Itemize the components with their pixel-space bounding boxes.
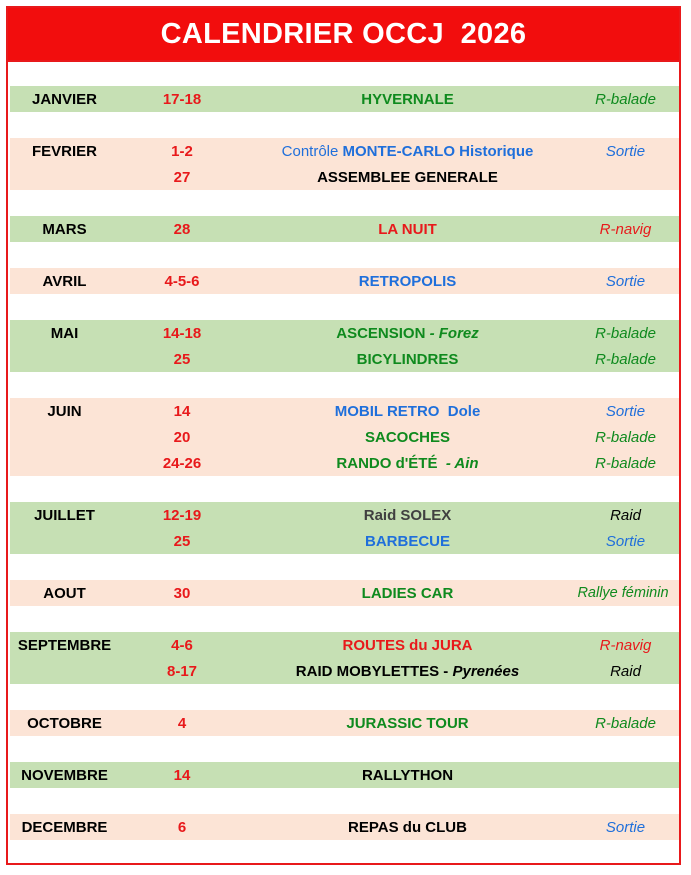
date-cell: 28 xyxy=(173,220,191,238)
event-suffix: - Forez xyxy=(425,324,479,342)
event-name: Raid SOLEX xyxy=(363,506,452,524)
date-cell: 17-18 xyxy=(162,90,202,108)
type-cell: R-balade xyxy=(595,324,656,342)
event-name: JURASSIC TOUR xyxy=(346,714,469,732)
event-name: ROUTES du JURA xyxy=(342,636,473,654)
event-name: ASCENSION xyxy=(336,324,426,342)
date-cell: 6 xyxy=(177,818,187,836)
type-cell: Sortie xyxy=(605,818,646,836)
event-name: MONTE-CARLO Historique xyxy=(342,142,534,160)
event-cell xyxy=(245,403,570,420)
event-name: LA NUIT xyxy=(378,220,437,238)
month-cell: JUILLET xyxy=(34,506,95,524)
table-row xyxy=(10,580,679,606)
table-row xyxy=(10,710,679,736)
date-cell: 14 xyxy=(173,766,191,784)
table-row xyxy=(10,86,679,112)
event-cell xyxy=(245,637,570,654)
table-row xyxy=(10,320,679,346)
event-suffix: - Ain xyxy=(437,454,479,472)
month-cell: MAI xyxy=(50,324,79,342)
event-cell xyxy=(245,455,570,472)
table-row xyxy=(10,632,679,658)
event-cell xyxy=(245,91,570,108)
type-cell: R-balade xyxy=(595,90,656,108)
date-cell: 20 xyxy=(173,428,191,446)
event-name: RANDO d'ÉTÉ xyxy=(336,454,438,472)
type-cell: Sortie xyxy=(605,532,646,550)
date-cell: 24-26 xyxy=(162,454,202,472)
calendar-frame xyxy=(6,6,681,865)
month-cell: MARS xyxy=(42,220,87,238)
date-cell: 12-19 xyxy=(162,506,202,524)
event-suffix: Pyrenées xyxy=(452,662,520,680)
month-cell: OCTOBRE xyxy=(27,714,102,732)
date-cell: 27 xyxy=(173,168,191,186)
event-name: LADIES CAR xyxy=(361,584,454,602)
event-name: BARBECUE xyxy=(364,532,450,550)
table-row xyxy=(10,424,679,450)
type-cell: Sortie xyxy=(605,142,646,160)
date-cell: 25 xyxy=(173,350,191,368)
event-cell xyxy=(245,351,570,368)
event-cell xyxy=(245,585,570,602)
month-cell: NOVEMBRE xyxy=(21,766,108,784)
event-name: RAID MOBYLETTES - xyxy=(295,662,453,680)
table-row xyxy=(10,814,679,840)
type-cell: R-balade xyxy=(595,350,656,368)
table-row xyxy=(10,762,679,788)
month-cell: FEVRIER xyxy=(31,142,97,160)
date-cell: 8-17 xyxy=(166,662,198,680)
type-cell: R-balade xyxy=(595,454,656,472)
date-cell: 4-5-6 xyxy=(164,272,200,290)
event-cell xyxy=(245,169,570,186)
event-cell xyxy=(245,325,570,342)
event-name: RALLYTHON xyxy=(361,766,454,784)
event-cell xyxy=(245,221,570,238)
type-cell: R-balade xyxy=(595,714,656,732)
event-cell xyxy=(245,663,570,680)
month-cell: DECEMBRE xyxy=(21,818,108,836)
event-cell xyxy=(245,143,570,160)
type-cell: R-navig xyxy=(599,220,652,238)
table-row xyxy=(10,268,679,294)
month-cell: SEPTEMBRE xyxy=(17,636,112,654)
event-name: RETROPOLIS xyxy=(358,272,457,290)
event-cell xyxy=(245,507,570,524)
title-bar xyxy=(8,8,679,62)
table-row xyxy=(10,398,679,424)
date-cell: 14-18 xyxy=(162,324,202,342)
month-cell: JANVIER xyxy=(31,90,98,108)
date-cell: 14 xyxy=(173,402,191,420)
date-cell: 30 xyxy=(173,584,191,602)
date-cell: 4 xyxy=(177,714,187,732)
event-cell xyxy=(245,273,570,290)
table-row xyxy=(10,528,679,554)
type-cell: Raid xyxy=(610,662,641,680)
event-name: REPAS du CLUB xyxy=(348,818,467,836)
table-row xyxy=(10,346,679,372)
table-row xyxy=(10,502,679,528)
event-cell xyxy=(245,429,570,446)
event-prefix: Contrôle xyxy=(281,142,343,160)
event-name: ASSEMBLEE GENERALE xyxy=(317,168,498,186)
month-cell: JUIN xyxy=(47,402,82,420)
event-cell xyxy=(245,715,570,732)
type-cell: Sortie xyxy=(605,272,646,290)
date-cell: 1-2 xyxy=(171,142,193,160)
event-cell xyxy=(245,533,570,550)
month-cell: AVRIL xyxy=(42,272,87,290)
table-row xyxy=(10,216,679,242)
type-cell: Raid xyxy=(610,506,641,524)
event-name: SACOCHES xyxy=(364,428,450,446)
event-name: HYVERNALE xyxy=(361,90,454,108)
page-title: CALENDRIER OCCJ 2026 xyxy=(160,17,527,50)
type-cell: Rallye féminin xyxy=(577,585,669,601)
type-cell: R-balade xyxy=(595,428,656,446)
table-row xyxy=(10,164,679,190)
table-row xyxy=(10,658,679,684)
table-row xyxy=(10,450,679,476)
type-cell: Sortie xyxy=(605,402,646,420)
event-name: MOBIL RETRO Dole xyxy=(334,402,481,420)
event-cell xyxy=(245,819,570,836)
date-cell: 25 xyxy=(173,532,191,550)
event-name: BICYLINDRES xyxy=(356,350,459,368)
date-cell: 4-6 xyxy=(171,636,193,654)
month-cell: AOUT xyxy=(43,584,86,602)
event-cell xyxy=(245,767,570,784)
table-row xyxy=(10,138,679,164)
type-cell: R-navig xyxy=(599,636,652,654)
